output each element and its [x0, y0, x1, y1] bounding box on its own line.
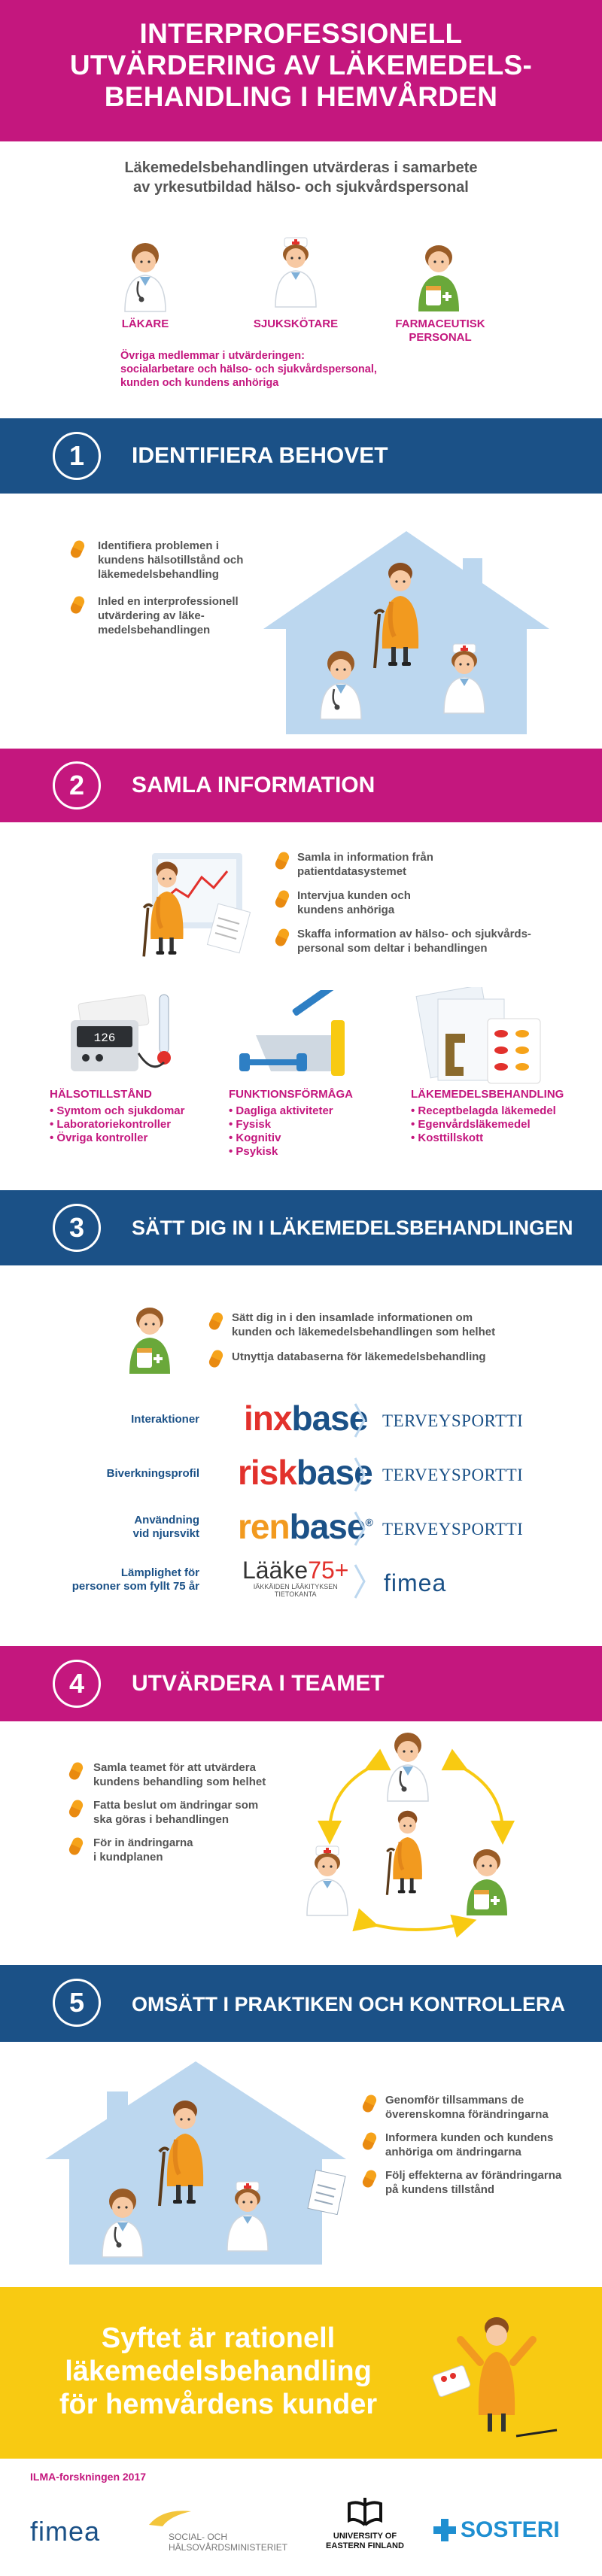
- bullet-line: på kundens tillstånd: [385, 2183, 495, 2196]
- doctor-illustration: [315, 647, 367, 722]
- logo-part: base: [289, 1507, 366, 1546]
- logo-subtitle: IÄKKÄIDEN LÄÄKITYKSEN: [253, 1583, 338, 1590]
- happy-client-illustration: [421, 2310, 572, 2445]
- bullet-line: Sätt dig in i den insamlade informationen om: [232, 1311, 473, 1324]
- bullet-line: kundens anhöriga: [297, 904, 395, 916]
- lead-line: Läkemedelsbehandlingen utvärderas i samarbete: [124, 159, 478, 176]
- bullet-line: personal som deltar i behandlingen: [297, 942, 488, 955]
- db-label-line: Biverkningsprofil: [106, 1467, 199, 1480]
- category-item: • Egenvårdsläkemedel: [411, 1118, 564, 1132]
- elderly-client-illustration: [382, 1807, 430, 1897]
- pill-bullet-icon: [69, 594, 87, 615]
- db-label-line: Lämplighet för: [120, 1566, 199, 1579]
- step5-number: 5: [53, 1979, 101, 2027]
- bullet-line: kundens hälsotillstånd och: [98, 554, 244, 567]
- terveysportti-logo: TERVEYSPORTTI: [382, 1411, 524, 1430]
- category-medication: [411, 1088, 564, 1145]
- step2-bullet-3: [297, 927, 531, 955]
- logo-part: base: [291, 1399, 368, 1438]
- lead-line: av yrkesutbildad hälso- och sjukvårdspersonal: [133, 179, 469, 196]
- category-item: • Symtom och sjukdomar: [50, 1104, 184, 1118]
- chevron-right-icon: [354, 1402, 366, 1438]
- db-label-interactions: [38, 1413, 199, 1426]
- step4-bullet-1: [93, 1760, 266, 1789]
- pill-bullet-icon: [208, 1311, 225, 1332]
- pharmacist-illustration: [461, 1843, 513, 1918]
- footer-stm-logo: [147, 2508, 288, 2553]
- fimea-logo: fimea: [384, 1569, 447, 1596]
- role-doctor: LÄKARE: [121, 317, 169, 330]
- step3-bullet-1: [232, 1311, 495, 1339]
- bullet-line: patientdatasystemet: [297, 865, 407, 878]
- goal-line: för hemvårdens kunder: [59, 2389, 378, 2420]
- bullet-line: För in ändringarna: [93, 1836, 193, 1849]
- bullet-line: Fatta beslut om ändringar som: [93, 1799, 259, 1812]
- renbase-logo: [238, 1506, 372, 1547]
- role-line: FARMACEUTISK: [395, 317, 485, 330]
- doctor-illustration: [96, 2185, 149, 2260]
- title-line: INTERPROFESSIONELL: [139, 18, 463, 49]
- page-title: [0, 18, 602, 113]
- bullet-line: ska göras i behandlingen: [93, 1813, 230, 1826]
- bullet-line: medelsbehandlingen: [98, 624, 211, 636]
- pill-bullet-icon: [68, 1760, 85, 1782]
- step3-number: 3: [53, 1204, 101, 1252]
- bullet-line: läkemedelsbehandling: [98, 568, 219, 581]
- pill-bullet-icon: [68, 1798, 85, 1819]
- logo-part: ren: [238, 1507, 290, 1546]
- step5-title: OMSÄTT I PRAKTIKEN OCH KONTROLLERA: [132, 1993, 565, 2016]
- pill-bullet-icon: [274, 927, 291, 948]
- category-item: • Kognitiv: [229, 1132, 353, 1145]
- chevron-right-icon: [354, 1563, 366, 1599]
- logo-part: +: [334, 1557, 349, 1584]
- step2-bullet-1: [297, 850, 433, 879]
- document-icon: [304, 2170, 349, 2218]
- stm-wing-icon: [147, 2508, 193, 2528]
- category-item: • Receptbelagda läkemedel: [411, 1104, 564, 1118]
- bullet-line: Samla teamet för att utvärdera: [93, 1761, 256, 1774]
- pill-bullet-icon: [361, 2168, 379, 2189]
- db-label-elderly: [38, 1566, 199, 1593]
- pill-bullet-icon: [274, 889, 291, 910]
- category-functional-ability: [229, 1088, 353, 1159]
- stm-line: SOCIAL- OCH: [169, 2532, 228, 2542]
- logo-part: 75: [308, 1557, 335, 1584]
- plus-icon: [433, 2519, 456, 2541]
- logo-part: inx: [244, 1399, 292, 1438]
- step2-bullet-2: [297, 889, 411, 917]
- chevron-right-icon: [354, 1457, 366, 1493]
- category-heading: LÄKEMEDELSBEHANDLING: [411, 1088, 564, 1101]
- doctor-illustration: [382, 1729, 434, 1804]
- step5-bullet-2: [385, 2131, 553, 2159]
- step4-title: UTVÄRDERA I TEAMET: [132, 1671, 385, 1696]
- db-label-line: Interaktioner: [131, 1413, 199, 1426]
- nurse-illustration: [221, 2179, 274, 2254]
- elderly-client-illustration: [138, 858, 193, 959]
- goal-line: Syftet är rationell: [101, 2322, 336, 2354]
- db-label-line: Användning: [134, 1514, 199, 1526]
- category-health-status: [50, 1088, 184, 1145]
- db-label-line: personer som fyllt 75 år: [71, 1580, 199, 1593]
- nurse-illustration: [438, 641, 491, 716]
- pill-bullet-icon: [361, 2131, 379, 2152]
- bullet-line: Samla in information från: [297, 851, 433, 864]
- step2-title: SAMLA INFORMATION: [132, 773, 375, 797]
- bullet-line: anhöriga om ändringarna: [385, 2146, 521, 2158]
- medication-documents-icon: [415, 987, 543, 1085]
- step5-bullet-3: [385, 2168, 561, 2197]
- bullet-line: i kundplanen: [93, 1851, 163, 1864]
- others-line: kunden och kundens anhöriga: [120, 377, 279, 389]
- stm-line: HÄLSOVÅRDSMINISTERIET: [169, 2542, 288, 2553]
- laake75-logo: [242, 1557, 348, 1598]
- goal-text: [23, 2322, 414, 2421]
- doctor-illustration: [119, 239, 172, 314]
- nurse-illustration: [301, 1843, 354, 1918]
- logo-part: Lääke: [242, 1557, 309, 1584]
- bullet-line: kundens behandling som helhet: [93, 1776, 266, 1788]
- db-label-adverse-effects: [38, 1467, 199, 1481]
- category-item: • Laboratoriekontroller: [50, 1118, 184, 1132]
- pill-bullet-icon: [69, 539, 87, 560]
- terveysportti-logo: TERVEYSPORTTI: [382, 1520, 524, 1539]
- riskbase-logo: [238, 1452, 372, 1493]
- step1-number: 1: [53, 432, 101, 480]
- footer-sosteri-logo: [433, 2517, 560, 2543]
- pharmacist-illustration: [123, 1302, 176, 1377]
- bullet-line: Skaffa information av hälso- och sjukvårds-: [297, 928, 531, 940]
- step4-number: 4: [53, 1660, 101, 1708]
- bp-reading: 126: [93, 1031, 116, 1045]
- step4-bullet-3: [93, 1836, 193, 1864]
- logo-part: ®: [365, 1516, 372, 1529]
- step3-bullet-2: [232, 1350, 486, 1364]
- step4-bullet-2: [93, 1798, 258, 1827]
- category-item: • Fysisk: [229, 1118, 353, 1132]
- logo-subtitle: TIETOKANTA: [274, 1590, 317, 1598]
- category-item: • Övriga kontroller: [50, 1132, 184, 1145]
- db-label-line: vid njursvikt: [132, 1527, 199, 1540]
- bullet-line: Intervjua kunden och: [297, 889, 411, 902]
- pill-bullet-icon: [68, 1836, 85, 1857]
- elderly-client-illustration: [369, 558, 429, 671]
- logo-part: risk: [238, 1453, 296, 1492]
- goal-line: läkemedelsbehandling: [65, 2356, 372, 2387]
- bullet-line: Följ effekterna av förändringarna: [385, 2169, 562, 2182]
- others-line: Övriga medlemmar i utvärderingen:: [120, 350, 305, 362]
- inxbase-logo: [244, 1398, 367, 1438]
- step1-bullet-2: [98, 594, 239, 637]
- footer-uef-logo: [324, 2495, 406, 2551]
- uef-line: UNIVERSITY OF: [333, 2532, 397, 2541]
- bullet-line: Utnyttja databaserna för läkemedelsbehandling: [232, 1350, 486, 1363]
- chevron-right-icon: [354, 1511, 366, 1547]
- category-heading: FUNKTIONSFÖRMÅGA: [229, 1088, 353, 1101]
- blood-pressure-monitor-icon: [60, 993, 181, 1083]
- step3-title: SÄTT DIG IN I LÄKEMEDELSBEHANDLINGEN: [132, 1217, 573, 1239]
- bullet-line: Inled en interprofessionell: [98, 595, 239, 608]
- footer-credit: ILMA-forskningen 2017: [30, 2471, 147, 2483]
- lead-text: [60, 158, 542, 197]
- logo-part: base: [296, 1453, 372, 1492]
- bullet-line: utvärdering av läke-: [98, 609, 205, 622]
- other-members: [120, 349, 482, 390]
- category-item: • Psykisk: [229, 1145, 353, 1159]
- terveysportti-logo: TERVEYSPORTTI: [382, 1466, 524, 1484]
- step1-bullet-1: [98, 539, 243, 582]
- exercise-equipment-icon: [226, 990, 361, 1085]
- pill-bullet-icon: [274, 850, 291, 871]
- bullet-line: Informera kunden och kundens: [385, 2131, 554, 2144]
- footer-fimea-logo: fimea: [30, 2516, 101, 2547]
- category-item: • Kosttillskott: [411, 1132, 564, 1145]
- role-line: PERSONAL: [409, 331, 472, 344]
- pharmacist-illustration: [412, 239, 465, 314]
- step1-title: IDENTIFIERA BEHOVET: [132, 443, 388, 468]
- role-pharmacist: [380, 317, 500, 345]
- bullet-line: kunden och läkemedelsbehandlingen som helhet: [232, 1326, 496, 1338]
- db-label-renal: [38, 1514, 199, 1541]
- title-line: BEHANDLING I HEMVÅRDEN: [104, 81, 498, 112]
- pill-bullet-icon: [208, 1348, 225, 1369]
- uef-book-icon: [346, 2495, 384, 2528]
- bullet-line: överenskomna förändringarna: [385, 2108, 549, 2121]
- elderly-client-illustration: [154, 2096, 214, 2209]
- others-line: socialarbetare och hälso- och sjukvårdspersonal,: [120, 363, 377, 375]
- title-line: UTVÄRDERING AV LÄKEMEDELS-: [69, 50, 533, 80]
- category-heading: HÄLSOTILLSTÅND: [50, 1088, 152, 1101]
- bullet-line: Identifiera problemen i: [98, 539, 219, 552]
- uef-line: EASTERN FINLAND: [326, 2541, 404, 2550]
- sosteri-text: SOSTERI: [461, 2517, 560, 2542]
- pill-bullet-icon: [361, 2093, 379, 2114]
- category-item: • Dagliga aktiviteter: [229, 1104, 353, 1118]
- nurse-illustration: [269, 235, 322, 310]
- bullet-line: Genomför tillsammans de: [385, 2094, 524, 2107]
- role-nurse: SJUKSKÖTARE: [253, 317, 339, 330]
- step2-number: 2: [53, 761, 101, 810]
- step5-bullet-1: [385, 2093, 549, 2122]
